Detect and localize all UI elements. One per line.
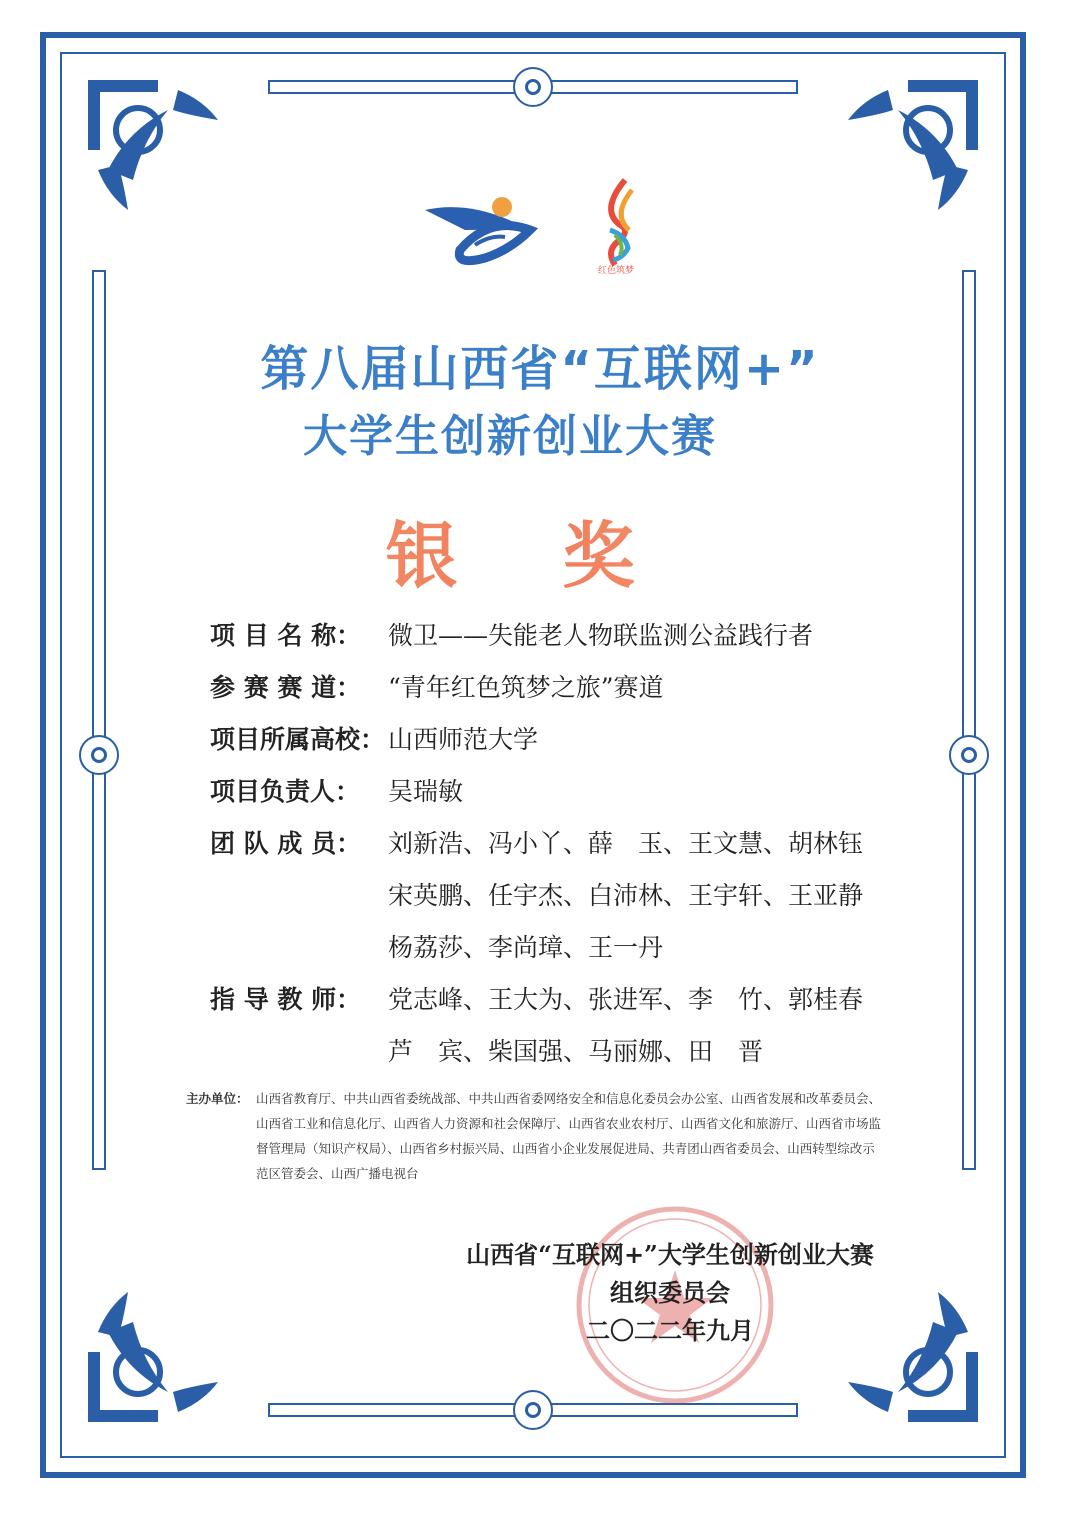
signature-date: 二〇二二年九月 — [586, 1316, 754, 1345]
field-label: 参 赛 赛 道： — [210, 673, 362, 702]
team-line: 宋英鹏、任宇杰、白沛林、王宇轩、王亚静 — [388, 881, 864, 910]
logo-area — [420, 175, 660, 285]
field-value: “青年红色筑梦之旅”赛道 — [388, 673, 664, 702]
certificate-title-line2: 大学生创新创业大赛 — [303, 411, 717, 462]
field-row-track — [210, 662, 890, 714]
field-label: 项目所属高校： — [210, 725, 386, 754]
red-dream-logo-text: 红色筑梦 — [598, 266, 635, 276]
field-value: 吴瑞敏 — [388, 777, 464, 806]
corner-ornament-icon — [78, 70, 248, 240]
field-row-team-cont — [210, 922, 890, 974]
right-medallion-icon — [949, 735, 989, 775]
top-medallion-icon — [513, 67, 553, 107]
organizers-text: 山西省教育厅、中共山西省委统战部、中共山西省委网络安全和信息化委员会办公室、山西省发展和改革委员会、山西省工业和信息化厅、山西省人力资源和社会保障厅、山西省农业农村厅、山西省文化和旅游厅、山西省市场监督管理局（知识产权局）、山西省乡村振兴局、山西省小企业发展促进局、共青团山西省委员会、山西转型综改示范区管委会、山西广播电视台 — [256, 1091, 882, 1181]
field-label: 指 导 教 师： — [210, 985, 362, 1014]
field-row-advisors — [210, 974, 890, 1026]
organizers-label: 主办单位： — [186, 1091, 249, 1106]
bottom-medallion-icon — [513, 1390, 553, 1430]
field-row-project-name — [210, 610, 890, 662]
signature-committee: 组织委员会 — [610, 1278, 730, 1307]
field-label: 项目负责人： — [210, 777, 361, 806]
certificate-title-line1: 第八届山西省“互联网+” — [260, 341, 820, 397]
field-label: 团 队 成 员： — [210, 829, 362, 858]
field-value: 山西师范大学 — [388, 725, 539, 754]
field-row-university — [210, 714, 890, 766]
award-level: 银 奖 — [0, 498, 1060, 602]
field-row-team-cont — [210, 870, 890, 922]
signature-org: 山西省“互联网+”大学生创新创业大赛 — [466, 1240, 874, 1269]
field-row-team — [210, 818, 890, 870]
corner-ornament-icon — [818, 70, 988, 240]
advisor-line: 党志峰、王大为、张进军、李 竹、郭桂春 — [388, 985, 864, 1014]
field-label: 项 目 名 称： — [210, 621, 362, 650]
team-line: 刘新浩、冯小丫、薛 玉、王文慧、胡林钰 — [388, 829, 864, 858]
field-row-leader — [210, 766, 890, 818]
field-row-advisors-cont — [210, 1026, 890, 1078]
corner-ornament-icon — [78, 1262, 248, 1432]
project-info — [210, 610, 890, 1078]
left-medallion-icon — [79, 735, 119, 775]
signature-block — [440, 1236, 900, 1350]
field-value: 微卫——失能老人物联监测公益践行者 — [388, 621, 814, 650]
advisor-line: 芦 宾、柴国强、马丽娜、田 晋 — [388, 1037, 764, 1066]
red-dream-logo-icon — [590, 175, 650, 275]
organizers — [186, 1086, 886, 1186]
team-line: 杨荔莎、李尚璋、王一丹 — [388, 933, 664, 962]
